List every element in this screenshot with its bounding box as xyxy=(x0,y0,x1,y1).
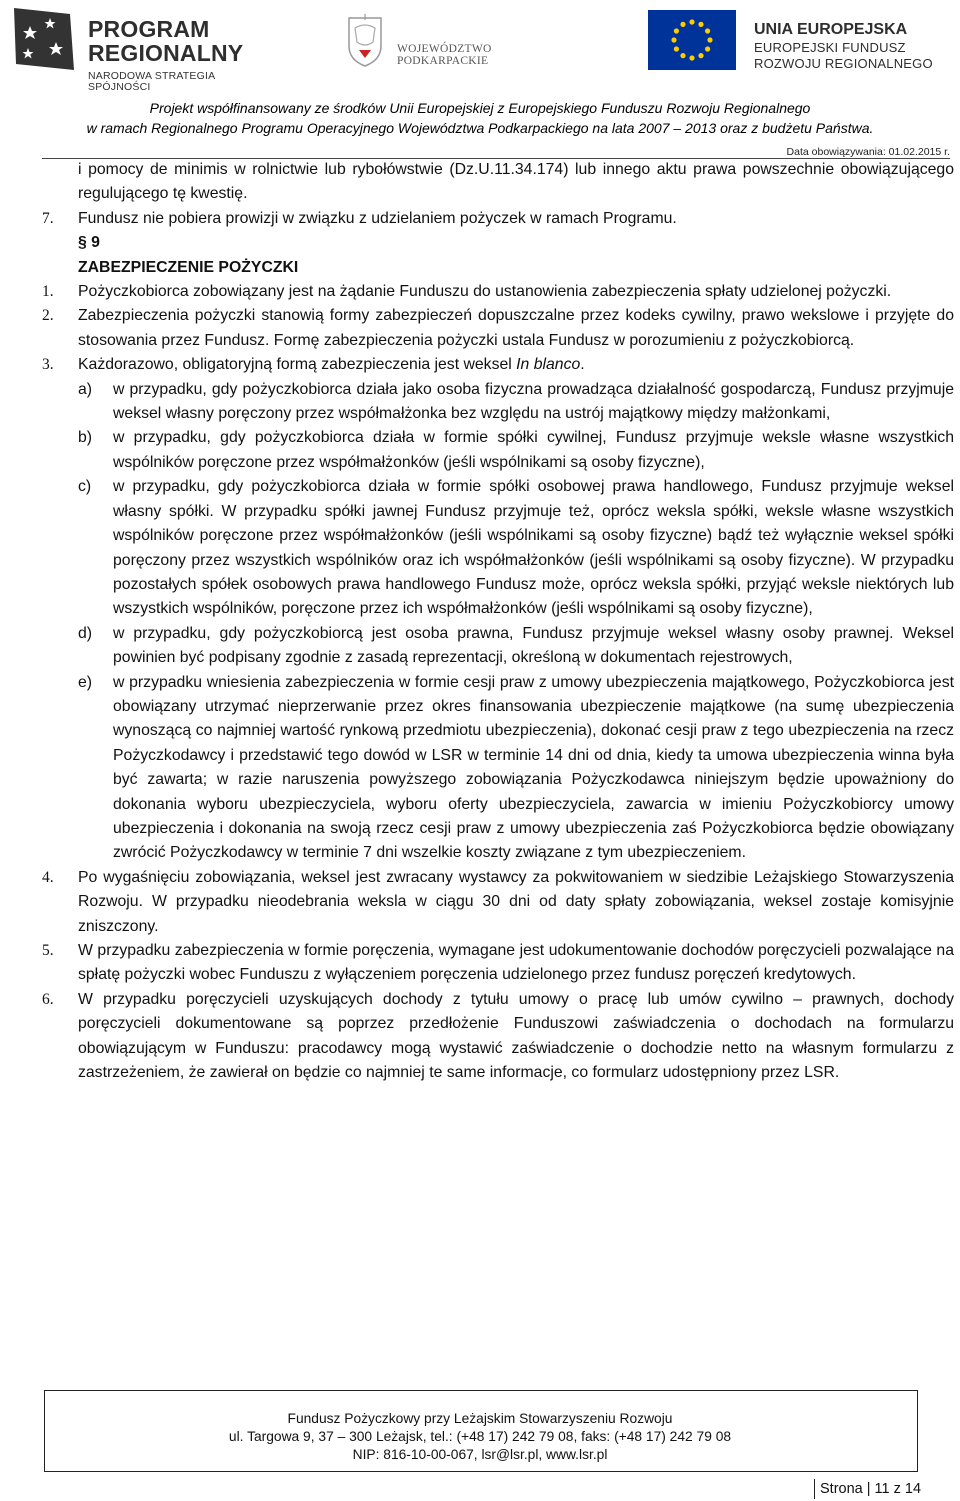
subitem-label: c) xyxy=(78,478,92,496)
subitem-label: e) xyxy=(78,673,93,691)
footer xyxy=(0,1410,960,1464)
header-caption-line1: Projekt współfinansowany ze środków Unii Europejskiej z Europejskiego Funduszu Rozwoju Regionalnego xyxy=(149,100,811,116)
item-text-italic: In blanco xyxy=(516,356,581,374)
item-text: Po wygaśnięciu zobowiązania, weksel jest zwracany wystawcy za pokwitowaniem w siedzibie Leżajskiego Stowarzyszenia Rozwoju. W przypadku nieodebrania weksla w ciągu 30 dni od daty spłaty zobowiązania, weksel zostaje komisyjnie zniszczony. xyxy=(78,868,954,935)
continuation-paragraph: i pomocy de minimis w rolnictwie lub rybołówstwie (Dz.U.11.34.174) lub innego aktu prawa powszechnie obowiązującego regulującego tę kwestię. xyxy=(78,161,954,203)
eu-logo xyxy=(648,10,948,74)
item-text: W przypadku zabezpieczenia w formie poręczenia, wymagane jest udokumentowanie dochodów poręczycieli pozwalające na spłatę pożyczki wobec Funduszu z wyłączeniem poręczenia udzielonego przez fundusz poręczeń kredytowych. xyxy=(78,942,954,984)
program-flag-icon xyxy=(10,4,78,76)
section-number: § 9 xyxy=(78,234,100,252)
subitem-e xyxy=(42,671,954,866)
subitem-text: w przypadku, gdy pożyczkobiorcą jest osoba prawna, Fundusz przyjmuje weksel własny osoby prawnej. Weksel powinien być podpisany zgodnie z zasadą reprezentacji, określoną w dokumentach rejestrowych, xyxy=(113,624,954,667)
subitem-text: w przypadku wniesienia zabezpieczenia w formie cesji praw z umowy ubezpieczenia majątkowego, Pożyczkobiorca jest obowiązany utrzymać nieprzerwanie przez okres finansowania ubezpieczenie majątkowe (na sumę ubezpieczenia wynoszącą co najmniej wartość rynkową przedmiotu ubezpieczenia), dokonać cesji praw z tego ubezpieczenia na rzecz Pożyczkodawcy i przedstawić tego dowód w LSR w terminie 14 dni od dnia, kiedy ta umowa ubezpieczenia winna była być zawarta; w razie naruszenia powyższego zobowiązania Pożyczkodawca niniejszym będzie upoważniony do dokonania wyboru ubezpieczyciela, wyboru oferty ubezpieczyciela, zawarcia w imieniu Pożyczkobiorcy umowy ubezpieczenia i dokonania na swoją rzecz cesji praw z umowy ubezpieczenia zaś Pożyczkobiorca będzie obowiązany zwrócić Pożyczkodawcy w terminie 7 dni wszelkie koszty związane z tym ubezpieczeniem. xyxy=(113,673,954,862)
item-3 xyxy=(42,353,954,377)
subitem-text: w przypadku, gdy pożyczkobiorca działa jako osoba fizyczna prowadząca działalność gospodarczą, Fundusz przyjmuje weksel własny poręczony przez współmałżonka bez względu na ustrój majątkowy między małżonkami, xyxy=(113,380,954,423)
item-text: Każdorazowo, obligatoryjną formą zabezpieczenia jest weksel xyxy=(78,356,517,374)
subitem-a xyxy=(42,378,954,427)
subitem-label: a) xyxy=(78,380,93,398)
eu-flag-icon xyxy=(648,10,736,70)
program-logo-line1: PROGRAM xyxy=(88,16,210,42)
voivodeship-logo-text: WOJEWÓDZTWO PODKARPACKIE xyxy=(397,43,492,67)
section-title: ZABEZPIECZENIE POŻYCZKI xyxy=(78,258,299,276)
subitem-d xyxy=(42,622,954,671)
footer-line3: NIP: 816-10-00-067, lsr@lsr.pl, www.lsr.pl xyxy=(352,1447,608,1462)
subitem-b xyxy=(42,426,954,475)
item-number: 2. xyxy=(42,307,54,325)
page-number: Strona | 11 z 14 xyxy=(820,1481,922,1497)
subitem-label: b) xyxy=(78,429,93,447)
eu-logo-line1: UNIA EUROPEJSKA xyxy=(754,21,908,38)
program-regionalny-logo xyxy=(10,4,270,93)
item-text: Zabezpieczenia pożyczki stanowią formy zabezpieczeń dopuszczalne przez kodeks cywilny, prawo wekslowe i przyjęte do stosowania przez Fundusz. Formę zabezpieczenia pożyczki ustala Fundusz w porozumieniu z pożyczkobiorcą. xyxy=(78,307,954,349)
item-5 xyxy=(42,939,954,988)
subitem-label: d) xyxy=(78,624,93,642)
program-logo-line3: NARODOWA STRATEGIA SPÓJNOŚCI xyxy=(88,70,215,93)
item-number: 3. xyxy=(42,356,54,374)
eu-logo-line3: ROZWOJU REGIONALNEGO xyxy=(754,56,933,72)
item-number: 4. xyxy=(42,868,54,886)
subitem-text: w przypadku, gdy pożyczkobiorca działa w formie spółki cywilnej, Fundusz przyjmuje weksle własne wszystkich wspólników poręczone przez współmałżonków (jeśli wspólnikami są osoby fizyczne), xyxy=(113,429,954,471)
item-6 xyxy=(42,988,954,1086)
item-text-end: . xyxy=(580,356,585,374)
header-caption-line2: w ramach Regionalnego Programu Operacyjnego Województwa Podkarpackiego na lata 2007 – 2013 oraz z budżetu Państwa. xyxy=(86,120,874,136)
item-number: 1. xyxy=(42,283,54,301)
item-number: 6. xyxy=(42,990,54,1008)
voivodeship-shield-icon xyxy=(345,12,385,68)
item-text: Pożyczkobiorca zobowiązany jest na żądanie Funduszu do ustanowienia zabezpieczenia spłaty udzielonej pożyczki. xyxy=(78,283,892,301)
subitem-c xyxy=(42,475,954,621)
item-7 xyxy=(42,207,954,231)
voivodeship-logo xyxy=(345,12,585,76)
item-text: Fundusz nie pobiera prowizji w związku z udzielaniem pożyczek w ramach Programu. xyxy=(78,209,677,227)
item-number: 7. xyxy=(42,209,54,227)
item-number: 5. xyxy=(42,942,54,959)
program-logo-line2: REGIONALNY xyxy=(88,40,244,66)
eu-logo-line2: EUROPEJSKI FUNDUSZ xyxy=(754,40,906,55)
item-4 xyxy=(42,866,954,939)
footer-line2: ul. Targowa 9, 37 – 300 Leżajsk, tel.: (+48 17) 242 79 08, faks: (+48 17) 242 79 08 xyxy=(228,1429,732,1444)
date-validity: Data obowiązywania: 01.02.2015 r. xyxy=(786,146,950,158)
item-text: W przypadku poręczycieli uzyskujących dochody z tytułu umowy o pracę lub umów cywilno – prawnych, dochody poręczycieli dokumentowane są poprzez przedłożenie Funduszowi zaświadczenia o dochodach na formularzu obowiązującym w Funduszu: pracodawcy mogą wystawić zaświadczenie o dochodzie netto na własnym formularzu z zastrzeżeniem, że zawierał on będzie co najmniej te same informacje, co formularz udostępniony przez LSR. xyxy=(78,990,954,1082)
item-1 xyxy=(42,280,954,304)
header-caption xyxy=(0,98,960,138)
document-body xyxy=(42,158,954,1085)
subitem-text: w przypadku, gdy pożyczkobiorca działa w formie spółki osobowej prawa handlowego, Fundusz przyjmuje weksel własny spółki. W przypadku spółki jawnej Fundusz przyjmuje też, oprócz weksla spółki, weksle własne wszystkich wspólników poręczone przez współmałżonków (jeśli wspólnikami są osoby fizyczne) bądź też wyłącznie weksel spółki poręczony przez wszystkich wspólników oraz ich współmałżonków (jeśli wspólnikami są osoby fizyczne). W przypadku pozostałych spółek osobowych prawa handlowego Fundusz może, oprócz weksla spółki, przyjąć weksle niektórych lub wszystkich wspólników, poręczone przez ich współmałżonków (jeśli wspólnikami są osoby fizyczne), xyxy=(113,478,954,618)
item-2 xyxy=(42,304,954,353)
footer-line1: Fundusz Pożyczkowy przy Leżajskim Stowarzyszeniu Rozwoju xyxy=(287,1411,673,1426)
